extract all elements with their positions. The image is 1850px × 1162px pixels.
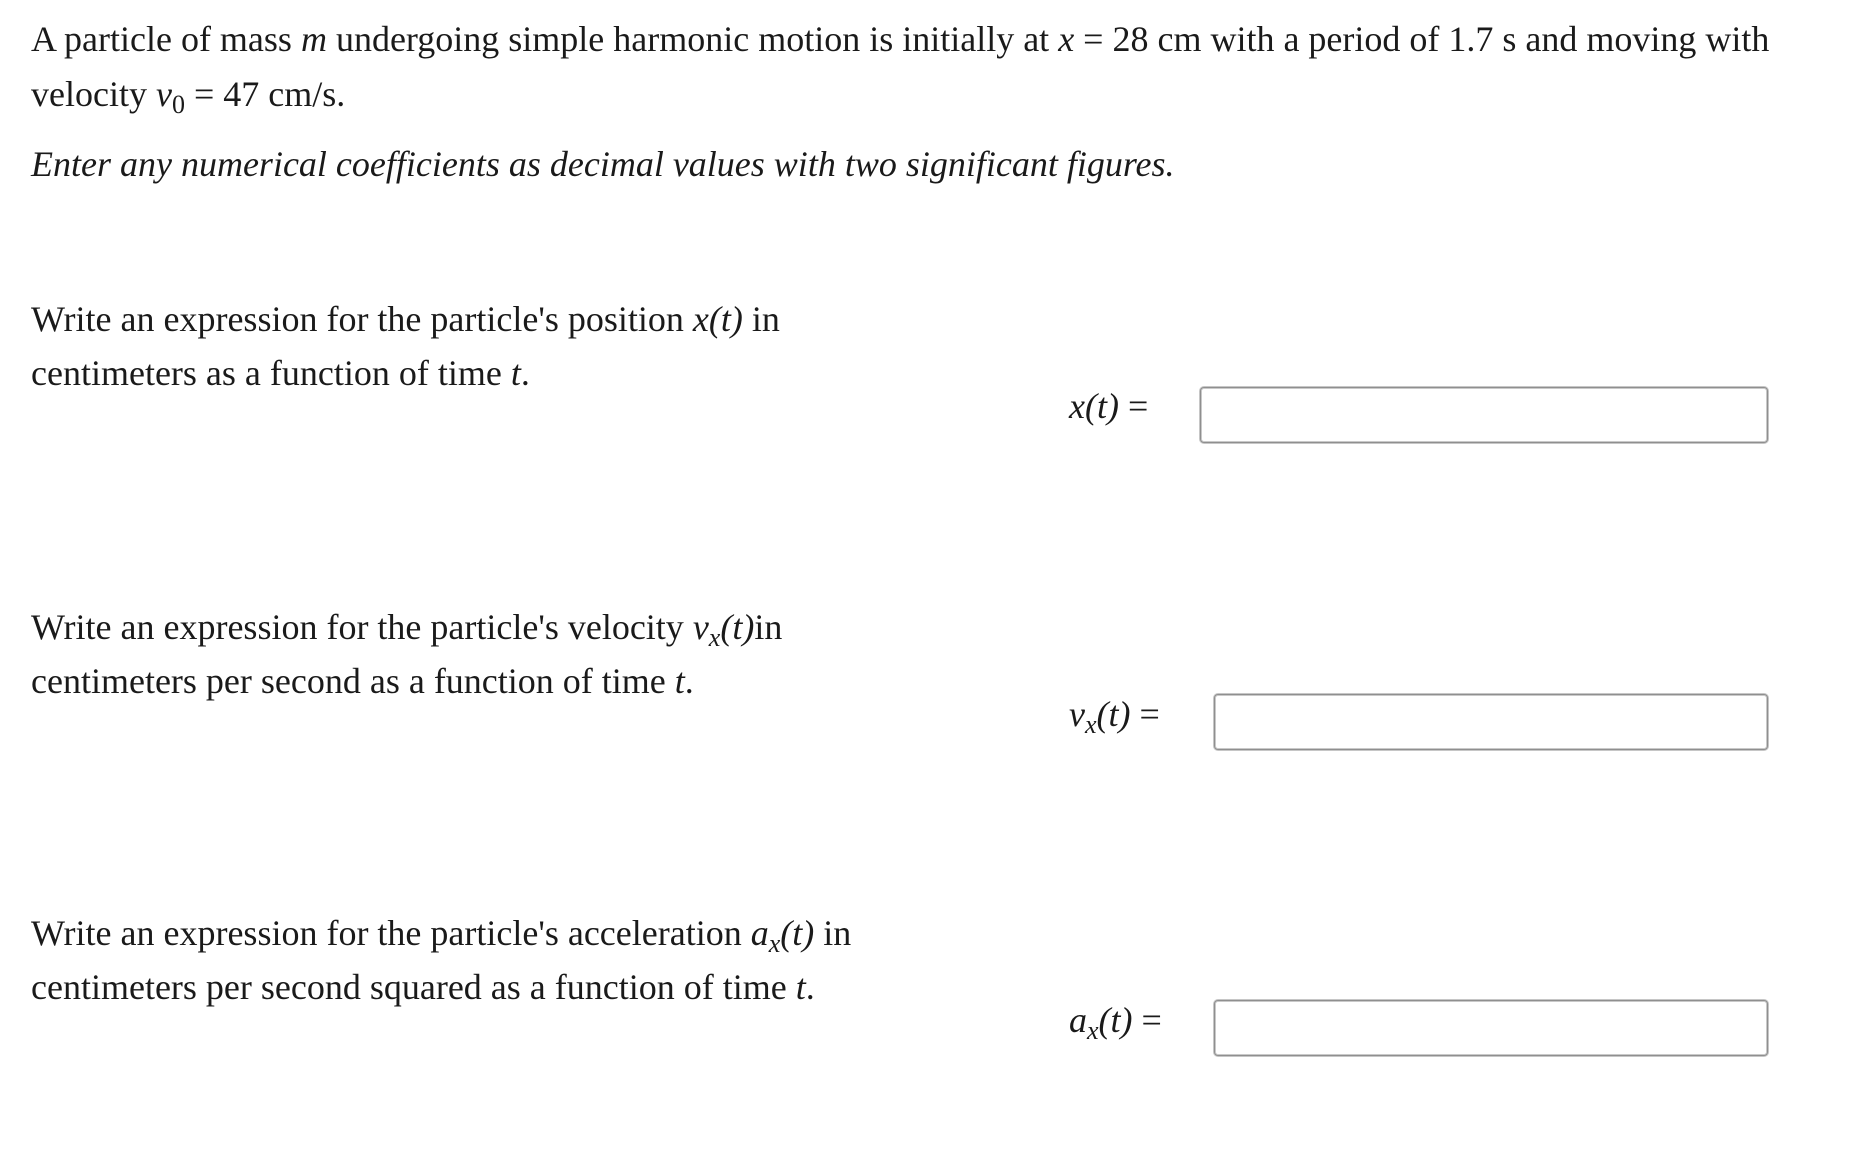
problem-line-2: velocity $v_0 = 47$ cm/s. bbox=[31, 74, 346, 119]
position-answer-input[interactable] bbox=[1200, 387, 1768, 443]
velocity-prompt: Write an expression for the particle's velocity $v_x(t)in$ centimeters per second as a function of time t. bbox=[31, 607, 783, 701]
instruction-text: Enter any numerical coefficients as decimal values with two significant figures. bbox=[31, 144, 1175, 184]
velocity-symbol: v bbox=[155, 74, 172, 114]
mass-symbol: m bbox=[300, 19, 327, 59]
problem-line-1: A particle of mass m undergoing simple harmonic motion is initially at x = 28 cm with a period of 1.7 s and moving with bbox=[31, 19, 1770, 59]
acceleration-answer-input[interactable] bbox=[1214, 1000, 1768, 1056]
velocity-subscript: 0 bbox=[171, 90, 185, 119]
position-symbol: x bbox=[1058, 19, 1075, 59]
acceleration-label: $a_x(t)$ = bbox=[1069, 1000, 1162, 1045]
velocity-label: $v_x(t)$ = bbox=[1069, 694, 1160, 739]
velocity-answer-input[interactable] bbox=[1214, 694, 1768, 750]
acceleration-prompt: Write an expression for the particle's acceleration $a_x(t)$ in centimeters per second squared as a function of time t. bbox=[31, 913, 852, 1007]
position-prompt: Write an expression for the particle's position x(t) in centimeters as a function of time t. bbox=[31, 299, 780, 393]
position-label: x(t) = bbox=[1069, 386, 1149, 426]
problem-statement bbox=[31, 12, 1821, 122]
